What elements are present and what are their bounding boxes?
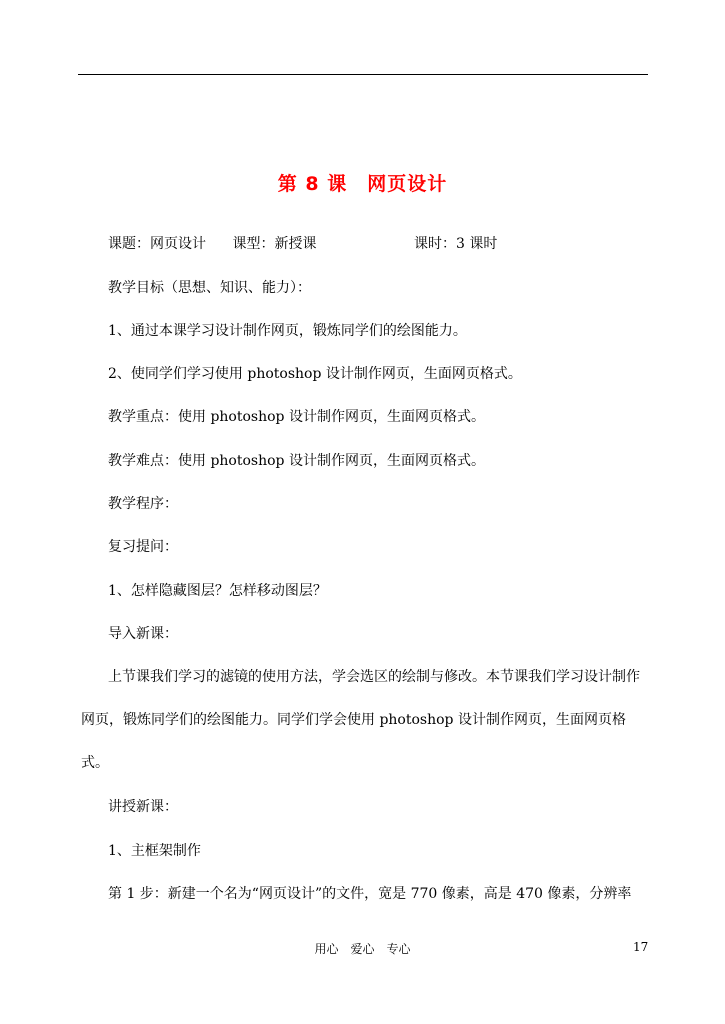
- step-heading: 1、主框架制作: [108, 843, 201, 859]
- procedure-heading: 教学程序：: [108, 496, 178, 512]
- difficulty: 教学难点：使用 photoshop 设计制作网页，生面网页格式。: [108, 453, 485, 469]
- review-heading: 复习提问：: [108, 539, 178, 555]
- key-point: 教学重点：使用 photoshop 设计制作网页，生面网页格式。: [108, 409, 485, 425]
- objective-2: 2、使同学们学习使用 photoshop 设计制作网页，生面网页格式。: [108, 366, 522, 382]
- intro-heading: 导入新课：: [108, 626, 178, 642]
- lesson-meta: [108, 234, 498, 254]
- footer-motto: 用心 爱心 专心: [314, 942, 411, 956]
- meta-topic: 课题：网页设计: [108, 236, 206, 252]
- objectives-heading: 教学目标（思想、知识、能力）：: [108, 280, 311, 296]
- header-rule: [78, 74, 648, 75]
- meta-type: 课型：新授课: [232, 236, 317, 252]
- objective-1: 1、通过本课学习设计制作网页，锻炼同学们的绘图能力。: [108, 323, 467, 339]
- lesson-title: 第 8 课 网页设计: [277, 173, 448, 195]
- meta-hours: 课时：3 课时: [414, 236, 498, 252]
- review-question-1: 1、怎样隐藏图层？怎样移动图层？: [108, 583, 327, 599]
- page-number: 17: [633, 940, 649, 954]
- lecture-heading: 讲授新课：: [108, 799, 178, 815]
- step-1-text: 第 1 步：新建一个名为“网页设计”的文件，宽是 770 像素，高是 470 像素，分辨率: [108, 886, 632, 902]
- intro-paragraph: 上节课我们学习的滤镜的使用方法，学会选区的绘制与修改。本节课我们学习设计制作网页，锻炼同学们的绘图能力。同学们学会使用 photoshop 设计制作网页，生面网页格式。: [81, 669, 640, 771]
